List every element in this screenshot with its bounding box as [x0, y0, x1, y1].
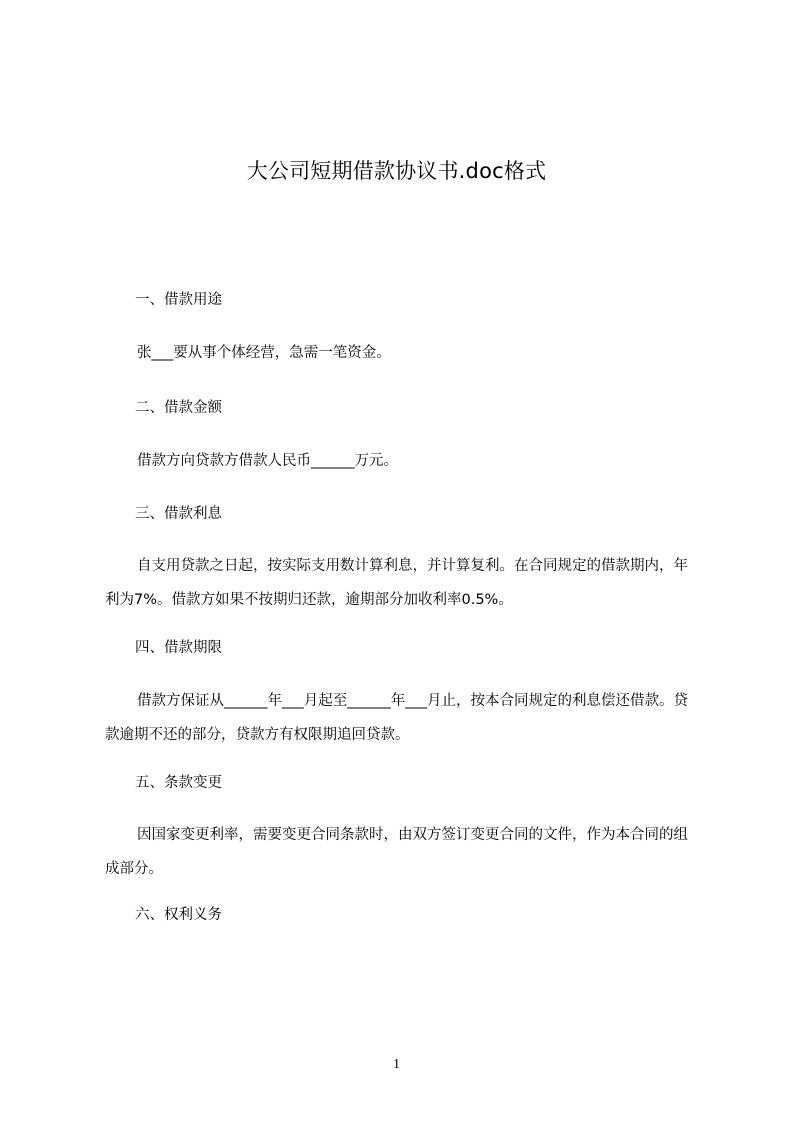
section-1-heading: 一、借款用途 [135, 292, 222, 308]
page-number: 1 [393, 1057, 400, 1072]
document-title: 大公司短期借款协议书.doc格式 [246, 159, 547, 184]
section-3-body: 自支用贷款之日起，按实际支用数计算利息，并计算复利。在合同规定的借款期内，年利为7%。借款方如果不按期归还款，逾期部分加收利率0.5%。 [105, 558, 688, 608]
section-6-heading: 六、权利义务 [135, 907, 222, 923]
section-2-heading: 二、借款金额 [135, 400, 222, 416]
section-2-body: 借款方向贷款方借款人民币______万元。 [137, 453, 398, 469]
section-5-heading: 五、条款变更 [135, 775, 222, 791]
section-4-body: 借款方保证从______年___月起至______年___月止，按本合同规定的利息偿还借款。贷款逾期不还的部分，贷款方有权限期追回贷款。 [105, 693, 688, 743]
section-1-body: 张___要从事个体经营，急需一笔资金。 [137, 345, 391, 361]
section-4-heading: 四、借款期限 [135, 640, 222, 656]
section-5-body: 因国家变更利率，需要变更合同条款时，由双方签订变更合同的文件，作为本合同的组成部分。 [105, 827, 688, 877]
section-3-heading: 三、借款利息 [135, 506, 222, 522]
